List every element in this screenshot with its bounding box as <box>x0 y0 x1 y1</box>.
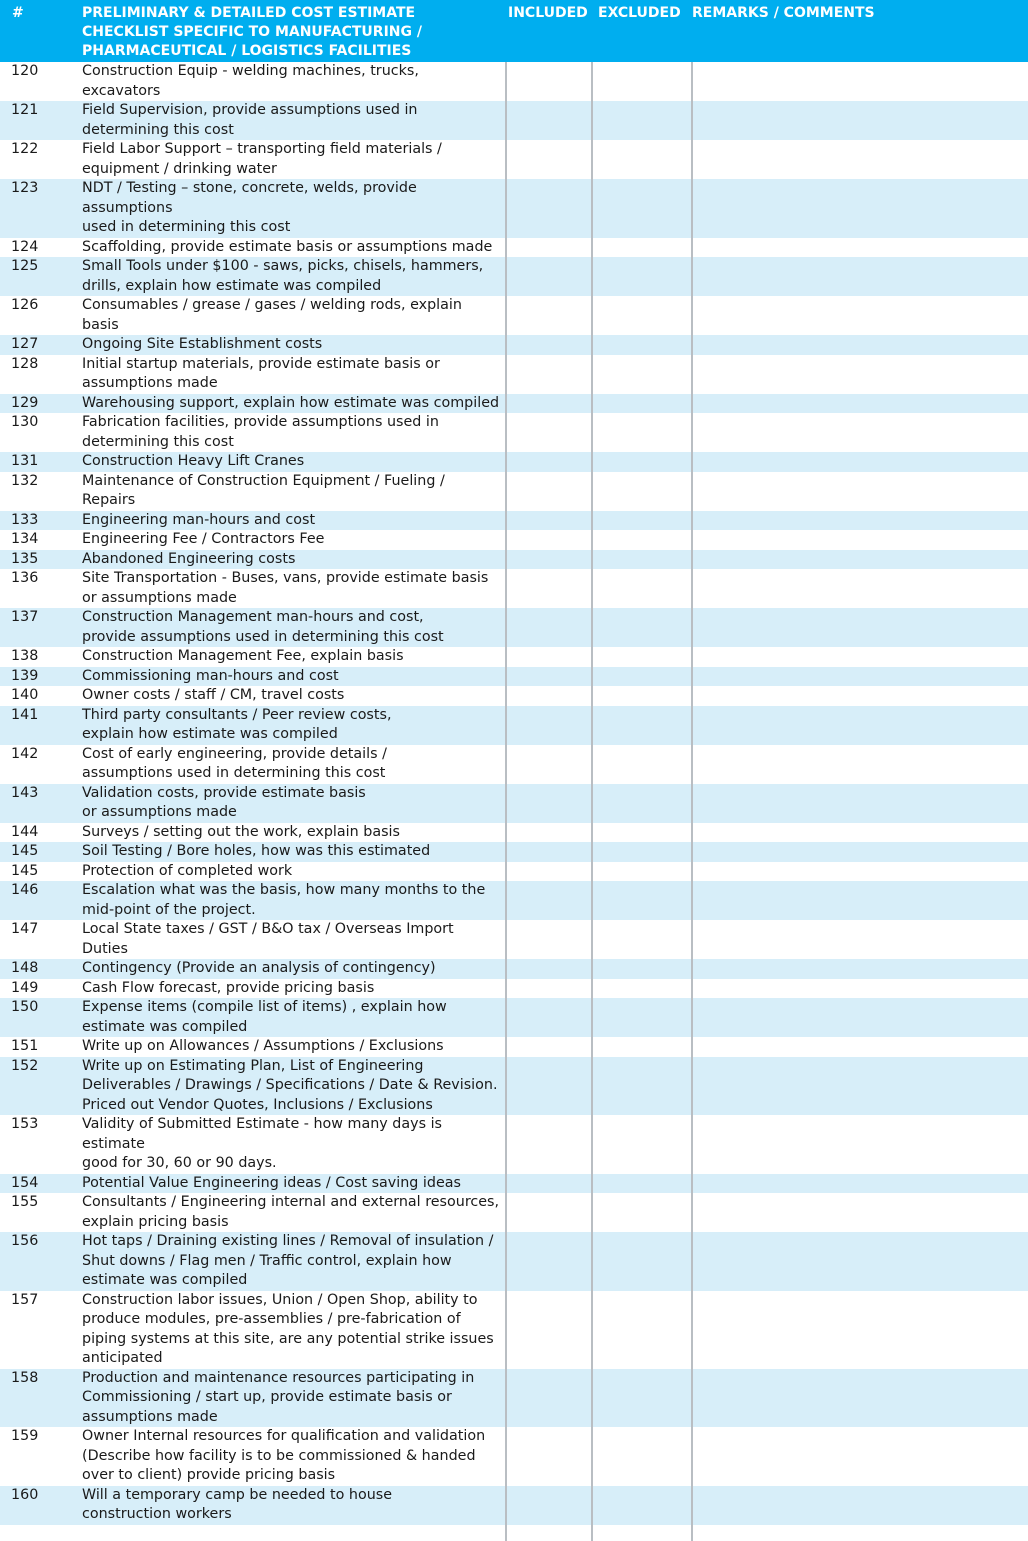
included-cell[interactable] <box>506 452 592 472</box>
remarks-cell[interactable] <box>692 608 1028 647</box>
table-row <box>0 745 1028 784</box>
included-cell[interactable] <box>506 979 592 999</box>
table-row <box>0 1232 1028 1291</box>
item-number: 133 <box>0 511 80 531</box>
item-description: Abandoned Engineering costs <box>80 550 506 570</box>
remarks-cell[interactable] <box>692 706 1028 745</box>
table-row <box>0 842 1028 862</box>
remarks-cell[interactable] <box>692 1174 1028 1194</box>
table-row <box>0 608 1028 647</box>
item-number: 151 <box>0 1037 80 1057</box>
included-cell[interactable] <box>506 530 592 550</box>
table-row <box>0 1057 1028 1116</box>
item-number: 121 <box>0 101 80 140</box>
included-cell[interactable] <box>506 706 592 745</box>
table-row <box>0 959 1028 979</box>
item-number: 135 <box>0 550 80 570</box>
item-description: Construction labor issues, Union / Open Shop, ability to produce modules, pre-assemblies / pre-fabrication of piping systems at this site, are any potential strike issues anticipated <box>80 1291 506 1369</box>
item-description: Ongoing Site Establishment costs <box>80 335 506 355</box>
item-number: 145 <box>0 842 80 862</box>
item-number: 148 <box>0 959 80 979</box>
included-cell[interactable] <box>506 647 592 667</box>
included-cell[interactable] <box>506 1427 592 1486</box>
included-cell[interactable] <box>506 238 592 258</box>
excluded-cell[interactable] <box>592 296 692 335</box>
item-number: 156 <box>0 1232 80 1291</box>
included-cell[interactable] <box>506 823 592 843</box>
remarks-cell[interactable] <box>692 1193 1028 1232</box>
remarks-cell[interactable] <box>692 355 1028 394</box>
item-number: 126 <box>0 296 80 335</box>
included-cell[interactable] <box>506 686 592 706</box>
remarks-cell[interactable] <box>692 1291 1028 1369</box>
item-number: 147 <box>0 920 80 959</box>
excluded-cell[interactable] <box>592 238 692 258</box>
table-row <box>0 101 1028 140</box>
included-cell[interactable] <box>506 355 592 394</box>
item-description: Soil Testing / Bore holes, how was this estimated <box>80 842 506 862</box>
item-description: Contingency (Provide an analysis of contingency) <box>80 959 506 979</box>
remarks-cell[interactable] <box>692 881 1028 920</box>
item-description: Site Transportation - Buses, vans, provide estimate basis or assumptions made <box>80 569 506 608</box>
included-cell[interactable] <box>506 101 592 140</box>
filler-cell <box>692 1525 1028 1541</box>
remarks-cell[interactable] <box>692 413 1028 452</box>
excluded-cell[interactable] <box>592 569 692 608</box>
excluded-cell[interactable] <box>592 959 692 979</box>
item-description: Small Tools under $100 - saws, picks, chisels, hammers, drills, explain how estimate was compiled <box>80 257 506 296</box>
remarks-cell[interactable] <box>692 823 1028 843</box>
included-cell[interactable] <box>506 784 592 823</box>
remarks-cell[interactable] <box>692 1057 1028 1116</box>
item-number: 152 <box>0 1057 80 1116</box>
item-description: Third party consultants / Peer review costs, explain how estimate was compiled <box>80 706 506 745</box>
remarks-cell[interactable] <box>692 842 1028 862</box>
item-description: Commissioning man-hours and cost <box>80 667 506 687</box>
item-number: 141 <box>0 706 80 745</box>
remarks-cell[interactable] <box>692 550 1028 570</box>
excluded-cell[interactable] <box>592 1174 692 1194</box>
table-row <box>0 1369 1028 1428</box>
filler-cell <box>592 1525 692 1541</box>
item-description: Construction Management man-hours and cost, provide assumptions used in determining this cost <box>80 608 506 647</box>
remarks-cell[interactable] <box>692 920 1028 959</box>
item-number: 128 <box>0 355 80 394</box>
item-description: Local State taxes / GST / B&O tax / Overseas Import Duties <box>80 920 506 959</box>
item-description: Consumables / grease / gases / welding rods, explain basis <box>80 296 506 335</box>
item-description: Validity of Submitted Estimate - how many days is estimate good for 30, 60 or 90 days. <box>80 1115 506 1174</box>
excluded-cell[interactable] <box>592 355 692 394</box>
remarks-cell[interactable] <box>692 238 1028 258</box>
excluded-cell[interactable] <box>592 1193 692 1232</box>
table-header-row <box>0 0 1028 62</box>
item-number: 153 <box>0 1115 80 1174</box>
table-row <box>0 569 1028 608</box>
item-description: Initial startup materials, provide estimate basis or assumptions made <box>80 355 506 394</box>
remarks-cell[interactable] <box>692 62 1028 101</box>
item-number: 150 <box>0 998 80 1037</box>
item-description: Warehousing support, explain how estimate was compiled <box>80 394 506 414</box>
item-number: 157 <box>0 1291 80 1369</box>
excluded-cell[interactable] <box>592 1057 692 1116</box>
table-row <box>0 1174 1028 1194</box>
filler-cell <box>80 1525 506 1541</box>
item-description: Field Labor Support – transporting field materials / equipment / drinking water <box>80 140 506 179</box>
item-description: Consultants / Engineering internal and external resources, explain pricing basis <box>80 1193 506 1232</box>
excluded-cell[interactable] <box>592 101 692 140</box>
remarks-cell[interactable] <box>692 686 1028 706</box>
included-cell[interactable] <box>506 179 592 238</box>
excluded-cell[interactable] <box>592 472 692 511</box>
item-number: 155 <box>0 1193 80 1232</box>
included-cell[interactable] <box>506 1232 592 1291</box>
excluded-cell[interactable] <box>592 1232 692 1291</box>
filler-cell <box>0 1525 80 1541</box>
included-cell[interactable] <box>506 296 592 335</box>
remarks-cell[interactable] <box>692 745 1028 784</box>
remarks-cell[interactable] <box>692 394 1028 414</box>
remarks-cell[interactable] <box>692 998 1028 1037</box>
table-row <box>0 238 1028 258</box>
table-row <box>0 667 1028 687</box>
item-description: Escalation what was the basis, how many months to the mid-point of the project. <box>80 881 506 920</box>
included-cell[interactable] <box>506 569 592 608</box>
item-description: Validation costs, provide estimate basis or assumptions made <box>80 784 506 823</box>
table-row <box>0 550 1028 570</box>
item-description: Surveys / setting out the work, explain basis <box>80 823 506 843</box>
included-cell[interactable] <box>506 862 592 882</box>
included-cell[interactable] <box>506 140 592 179</box>
item-number: 143 <box>0 784 80 823</box>
item-description: Protection of completed work <box>80 862 506 882</box>
included-cell[interactable] <box>506 1369 592 1428</box>
remarks-cell[interactable] <box>692 335 1028 355</box>
table-row <box>0 647 1028 667</box>
item-description: Engineering Fee / Contractors Fee <box>80 530 506 550</box>
item-description: Production and maintenance resources participating in Commissioning / start up, provide estimate basis or assumptions made <box>80 1369 506 1428</box>
table-row <box>0 296 1028 335</box>
included-cell[interactable] <box>506 881 592 920</box>
excluded-cell[interactable] <box>592 1486 692 1525</box>
table-row <box>0 920 1028 959</box>
excluded-cell[interactable] <box>592 335 692 355</box>
included-cell[interactable] <box>506 413 592 452</box>
column-header-excluded: EXCLUDED <box>592 0 692 62</box>
excluded-cell[interactable] <box>592 1115 692 1174</box>
item-description: Owner Internal resources for qualification and validation (Describe how facility is to be commissioned & handed over to client) provide pricing basis <box>80 1427 506 1486</box>
excluded-cell[interactable] <box>592 823 692 843</box>
column-header-included: INCLUDED <box>506 0 592 62</box>
table-row <box>0 472 1028 511</box>
excluded-cell[interactable] <box>592 1427 692 1486</box>
excluded-cell[interactable] <box>592 979 692 999</box>
table-row <box>0 686 1028 706</box>
table-row <box>0 62 1028 101</box>
item-number: 134 <box>0 530 80 550</box>
item-number: 137 <box>0 608 80 647</box>
item-description: Cost of early engineering, provide details / assumptions used in determining this cost <box>80 745 506 784</box>
column-header-number: # <box>0 0 80 62</box>
item-number: 139 <box>0 667 80 687</box>
table-row <box>0 1427 1028 1486</box>
remarks-cell[interactable] <box>692 1115 1028 1174</box>
item-number: 142 <box>0 745 80 784</box>
excluded-cell[interactable] <box>592 784 692 823</box>
excluded-cell[interactable] <box>592 745 692 784</box>
item-number: 130 <box>0 413 80 452</box>
table-bottom-filler <box>0 1525 1028 1541</box>
remarks-cell[interactable] <box>692 296 1028 335</box>
remarks-cell[interactable] <box>692 511 1028 531</box>
remarks-cell[interactable] <box>692 1232 1028 1291</box>
item-description: Construction Heavy Lift Cranes <box>80 452 506 472</box>
table-row <box>0 335 1028 355</box>
item-description: Field Supervision, provide assumptions used in determining this cost <box>80 101 506 140</box>
included-cell[interactable] <box>506 257 592 296</box>
included-cell[interactable] <box>506 62 592 101</box>
included-cell[interactable] <box>506 1486 592 1525</box>
item-description: Cash Flow forecast, provide pricing basis <box>80 979 506 999</box>
excluded-cell[interactable] <box>592 1369 692 1428</box>
included-cell[interactable] <box>506 667 592 687</box>
remarks-cell[interactable] <box>692 452 1028 472</box>
included-cell[interactable] <box>506 745 592 784</box>
excluded-cell[interactable] <box>592 550 692 570</box>
excluded-cell[interactable] <box>592 842 692 862</box>
table-row <box>0 1037 1028 1057</box>
remarks-cell[interactable] <box>692 784 1028 823</box>
item-number: 123 <box>0 179 80 238</box>
included-cell[interactable] <box>506 1057 592 1116</box>
remarks-cell[interactable] <box>692 140 1028 179</box>
remarks-cell[interactable] <box>692 569 1028 608</box>
remarks-cell[interactable] <box>692 1486 1028 1525</box>
included-cell[interactable] <box>506 1291 592 1369</box>
table-row <box>0 1486 1028 1525</box>
excluded-cell[interactable] <box>592 706 692 745</box>
table-row <box>0 1115 1028 1174</box>
included-cell[interactable] <box>506 550 592 570</box>
table-row <box>0 179 1028 238</box>
item-number: 132 <box>0 472 80 511</box>
item-description: Will a temporary camp be needed to house construction workers <box>80 1486 506 1525</box>
item-number: 146 <box>0 881 80 920</box>
remarks-cell[interactable] <box>692 179 1028 238</box>
item-description: Expense items (compile list of items) , explain how estimate was compiled <box>80 998 506 1037</box>
excluded-cell[interactable] <box>592 413 692 452</box>
item-description: Construction Equip - welding machines, trucks, excavators <box>80 62 506 101</box>
included-cell[interactable] <box>506 472 592 511</box>
excluded-cell[interactable] <box>592 998 692 1037</box>
column-header-checklist-title: PRELIMINARY & DETAILED COST ESTIMATE CHECKLIST SPECIFIC TO MANUFACTURING / PHARMACEUTICAL / LOGISTICS FACILITIES <box>80 0 506 62</box>
item-number: 158 <box>0 1369 80 1428</box>
remarks-cell[interactable] <box>692 1369 1028 1428</box>
item-number: 136 <box>0 569 80 608</box>
item-number: 124 <box>0 238 80 258</box>
remarks-cell[interactable] <box>692 979 1028 999</box>
remarks-cell[interactable] <box>692 959 1028 979</box>
item-number: 138 <box>0 647 80 667</box>
excluded-cell[interactable] <box>592 530 692 550</box>
item-description: Scaffolding, provide estimate basis or assumptions made <box>80 238 506 258</box>
included-cell[interactable] <box>506 998 592 1037</box>
item-number: 160 <box>0 1486 80 1525</box>
remarks-cell[interactable] <box>692 101 1028 140</box>
excluded-cell[interactable] <box>592 511 692 531</box>
table-row <box>0 413 1028 452</box>
table-row <box>0 530 1028 550</box>
remarks-cell[interactable] <box>692 862 1028 882</box>
excluded-cell[interactable] <box>592 179 692 238</box>
excluded-cell[interactable] <box>592 667 692 687</box>
filler-cell <box>506 1525 592 1541</box>
item-description: Owner costs / staff / CM, travel costs <box>80 686 506 706</box>
table-row <box>0 394 1028 414</box>
excluded-cell[interactable] <box>592 608 692 647</box>
excluded-cell[interactable] <box>592 257 692 296</box>
included-cell[interactable] <box>506 1174 592 1194</box>
item-description: Construction Management Fee, explain basis <box>80 647 506 667</box>
item-number: 145 <box>0 862 80 882</box>
item-number: 129 <box>0 394 80 414</box>
remarks-cell[interactable] <box>692 667 1028 687</box>
item-number: 149 <box>0 979 80 999</box>
remarks-cell[interactable] <box>692 1037 1028 1057</box>
included-cell[interactable] <box>506 1115 592 1174</box>
table-row <box>0 998 1028 1037</box>
item-description: Maintenance of Construction Equipment / Fueling / Repairs <box>80 472 506 511</box>
column-header-remarks: REMARKS / COMMENTS <box>692 0 1028 62</box>
excluded-cell[interactable] <box>592 452 692 472</box>
table-row <box>0 706 1028 745</box>
item-description: NDT / Testing – stone, concrete, welds, provide assumptions used in determining this cost <box>80 179 506 238</box>
remarks-cell[interactable] <box>692 1427 1028 1486</box>
item-number: 131 <box>0 452 80 472</box>
included-cell[interactable] <box>506 959 592 979</box>
remarks-cell[interactable] <box>692 472 1028 511</box>
item-number: 140 <box>0 686 80 706</box>
excluded-cell[interactable] <box>592 394 692 414</box>
item-number: 125 <box>0 257 80 296</box>
excluded-cell[interactable] <box>592 647 692 667</box>
included-cell[interactable] <box>506 511 592 531</box>
table-row <box>0 823 1028 843</box>
remarks-cell[interactable] <box>692 647 1028 667</box>
item-description: Hot taps / Draining existing lines / Removal of insulation / Shut downs / Flag men / Traffic control, explain how estimate was compiled <box>80 1232 506 1291</box>
item-number: 154 <box>0 1174 80 1194</box>
included-cell[interactable] <box>506 920 592 959</box>
excluded-cell[interactable] <box>592 62 692 101</box>
included-cell[interactable] <box>506 842 592 862</box>
table-row <box>0 881 1028 920</box>
table-row <box>0 1291 1028 1369</box>
table-row <box>0 257 1028 296</box>
table-row <box>0 862 1028 882</box>
excluded-cell[interactable] <box>592 686 692 706</box>
checklist-rows <box>0 62 1028 1541</box>
item-description: Engineering man-hours and cost <box>80 511 506 531</box>
included-cell[interactable] <box>506 1193 592 1232</box>
included-cell[interactable] <box>506 394 592 414</box>
item-number: 122 <box>0 140 80 179</box>
table-row <box>0 452 1028 472</box>
included-cell[interactable] <box>506 1037 592 1057</box>
table-row <box>0 140 1028 179</box>
table-row <box>0 511 1028 531</box>
table-row <box>0 784 1028 823</box>
excluded-cell[interactable] <box>592 862 692 882</box>
remarks-cell[interactable] <box>692 530 1028 550</box>
item-description: Fabrication facilities, provide assumptions used in determining this cost <box>80 413 506 452</box>
included-cell[interactable] <box>506 335 592 355</box>
remarks-cell[interactable] <box>692 257 1028 296</box>
item-description: Write up on Allowances / Assumptions / Exclusions <box>80 1037 506 1057</box>
item-number: 144 <box>0 823 80 843</box>
table-row <box>0 1193 1028 1232</box>
item-number: 159 <box>0 1427 80 1486</box>
table-row <box>0 355 1028 394</box>
item-description: Potential Value Engineering ideas / Cost saving ideas <box>80 1174 506 1194</box>
table-row <box>0 979 1028 999</box>
item-number: 127 <box>0 335 80 355</box>
excluded-cell[interactable] <box>592 881 692 920</box>
item-description: Write up on Estimating Plan, List of Engineering Deliverables / Drawings / Specifications / Date & Revision. Priced out Vendor Quotes, Inclusions / Exclusions <box>80 1057 506 1116</box>
excluded-cell[interactable] <box>592 1037 692 1057</box>
included-cell[interactable] <box>506 608 592 647</box>
item-number: 120 <box>0 62 80 101</box>
excluded-cell[interactable] <box>592 920 692 959</box>
excluded-cell[interactable] <box>592 140 692 179</box>
excluded-cell[interactable] <box>592 1291 692 1369</box>
